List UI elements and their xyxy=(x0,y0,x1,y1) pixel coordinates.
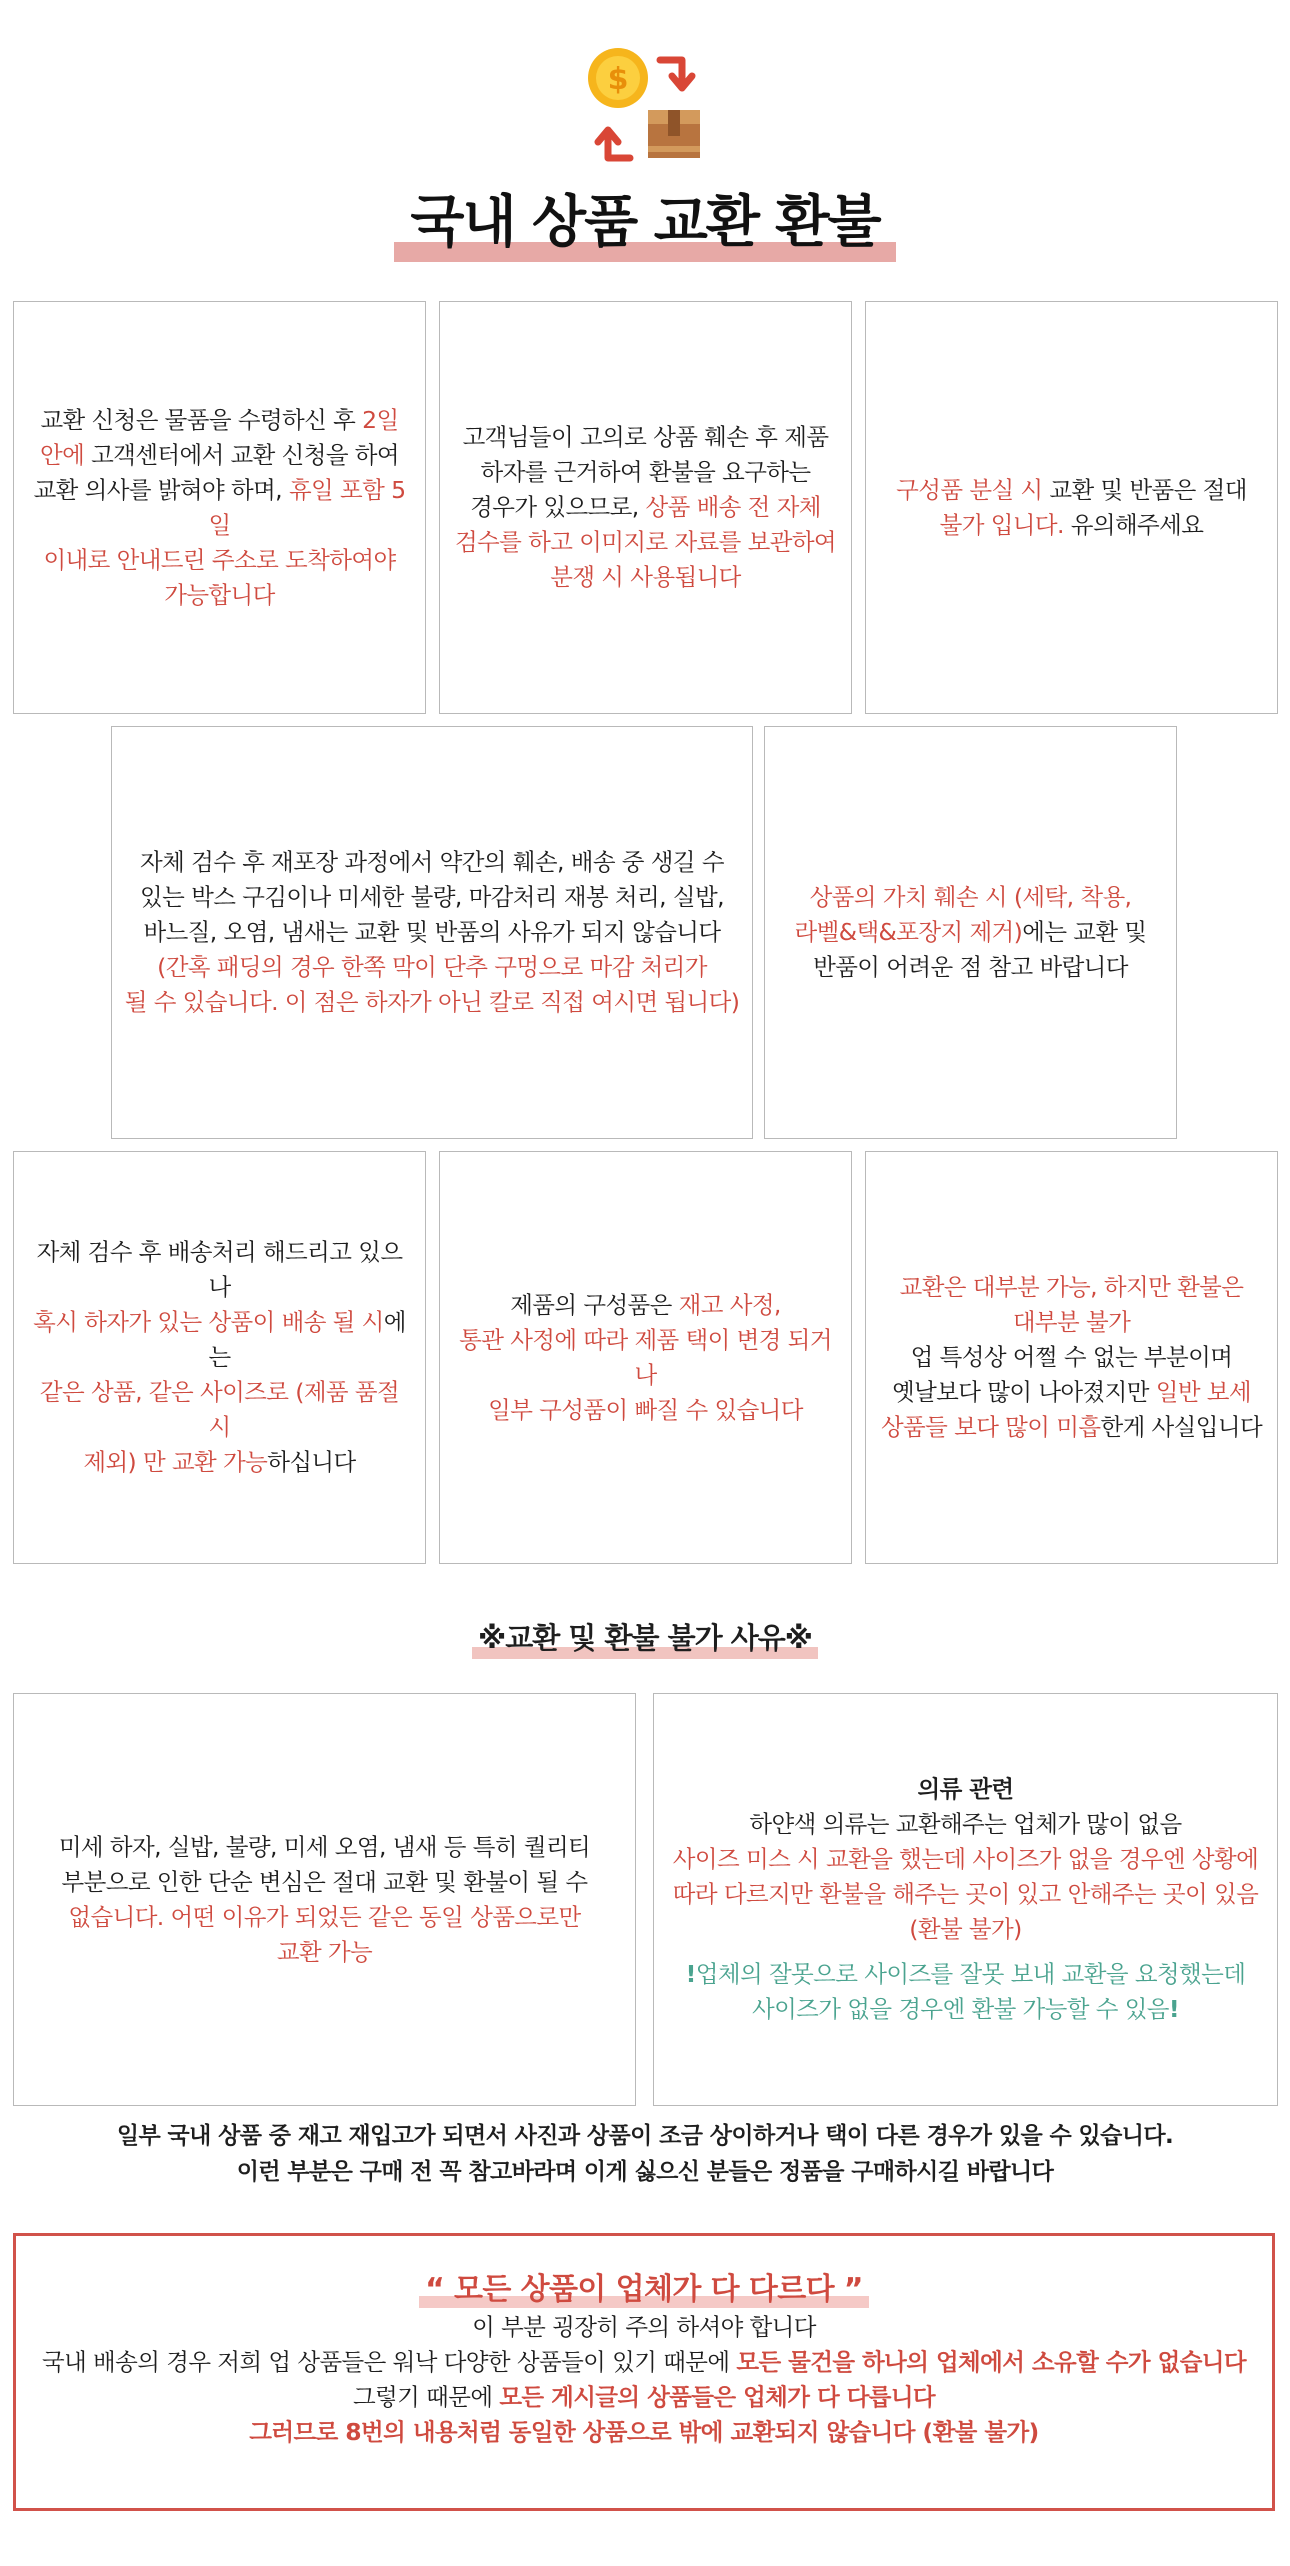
page-title: 국내 상품 교환 환불 xyxy=(394,178,895,258)
svg-text:$: $ xyxy=(607,62,629,97)
dollar-coin-icon xyxy=(588,48,648,108)
exclamation-icon: ! xyxy=(1168,1995,1180,2023)
policy-card-5: 상품의 가치 훼손 시 (세탁, 착용, 라벨&택&포장지 제거)에는 교환 및 반품이 어려운 점 참고 바랍니다 xyxy=(764,726,1177,1139)
box-icon xyxy=(648,110,700,158)
policy-card-7: 제품의 구성품은 재고 사정, 통관 사정에 따라 제품 택이 변경 되거나 일부 구성품이 빠질 수 있습니다 xyxy=(439,1151,852,1564)
policy-card-2: 고객님들이 고의로 상품 훼손 후 제품 하자를 근거하여 환불을 요구하는 경우가 있으므로, 상품 배송 전 자체 검수를 하고 이미지로 자료를 보관하여 분쟁 시 사용됩니다 xyxy=(439,301,852,714)
no-exchange-card-quality: 미세 하자, 실밥, 불량, 미세 오염, 냄새 등 특히 퀄리티 부분으로 인한 단순 변심은 절대 교환 및 환불이 될 수 없습니다. 어떤 이유가 되었든 같은 동일 상품으로만 교환 가능 xyxy=(13,1693,636,2106)
policy-card-4: 자체 검수 후 재포장 과정에서 약간의 훼손, 배송 중 생길 수 있는 박스 구김이나 미세한 불량, 마감처리 재봉 처리, 실밥, 바느질, 오염, 냄새는 교환 및 반품의 사유가 되지 않습니다 (간혹 패딩의 경우 한쪽 막이 단추 구멍으로 마감 처리가 될 수 있습니다. 이 점은 하자가 아닌 칼로 직접 여시면 됩니다) xyxy=(111,726,753,1139)
exclamation-icon: ! xyxy=(685,1960,696,1988)
exchange-refund-icon xyxy=(582,42,708,168)
policy-card-3: 구성품 분실 시 교환 및 반품은 절대 불가 입니다. 유의해주세요 xyxy=(865,301,1278,714)
policy-card-8: 교환은 대부분 가능, 하지만 환불은 대부분 불가 업 특성상 어쩔 수 없는 부분이며 옛날보다 많이 나아졌지만 일반 보세 상품들 보다 많이 미흡한게 사실입니다 xyxy=(865,1151,1278,1564)
no-exchange-card-clothing: 의류 관련 하얀색 의류는 교환해주는 업체가 많이 없음 사이즈 미스 시 교환을 했는데 사이즈가 없을 경우엔 상황에 따라 다르지만 환불을 해주는 곳이 있고 안해주는 곳이 있음 (환불 불가) !업체의 잘못으로 사이즈를 잘못 보내 교환을 요청했는데 사이즈가 없을 경우엔 환불 가능할 수 있음! xyxy=(653,1693,1278,2106)
vendor-notice-title: “ 모든 상품이 업체가 다 다르다 ” xyxy=(419,2270,869,2310)
restock-notice: 일부 국내 상품 중 재고 재입고가 되면서 사진과 상품이 조금 상이하거나 택이 다른 경우가 있을 수 있습니다. 이런 부분은 구매 전 꼭 참고바라며 이게 싫으신 분들은 정품을 구매하시길 바랍니다 xyxy=(116,2123,1174,2185)
policy-card-1: 교환 신청은 물품을 수령하신 후 2일 안에 고객센터에서 교환 신청을 하여 교환 의사를 밝혀야 하며, 휴일 포함 5일 이내로 안내드린 주소로 도착하여야 가능합니다 xyxy=(13,301,426,714)
policy-card-6: 자체 검수 후 배송처리 해드리고 있으나 혹시 하자가 있는 상품이 배송 될 시에는 같은 상품, 같은 사이즈로 (제품 품절 시 제외) 만 교환 가능하십니다 xyxy=(13,1151,426,1564)
vendor-notice-box: “ 모든 상품이 업체가 다 다르다 ” 이 부분 굉장히 주의 하셔야 합니다 국내 배송의 경우 저희 업 상품들은 워낙 다양한 상품들이 있기 때문에 모든 물건을 하나의 업체에서 소유할 수가 없습니다 그렇기 때문에 모든 게시글의 상품들은 업체가 다 다릅니다 그러므로 8번의 내용처럼 동일한 상품으로 밖에 교환되지 않습니다 (환불 불가) xyxy=(13,2233,1275,2511)
clothing-heading: 의류 관련 xyxy=(917,1775,1014,1803)
section-title-no-exchange: ※교환 및 환불 불가 사유※ xyxy=(472,1616,818,1657)
exchange-refund-icon-group xyxy=(582,42,708,168)
